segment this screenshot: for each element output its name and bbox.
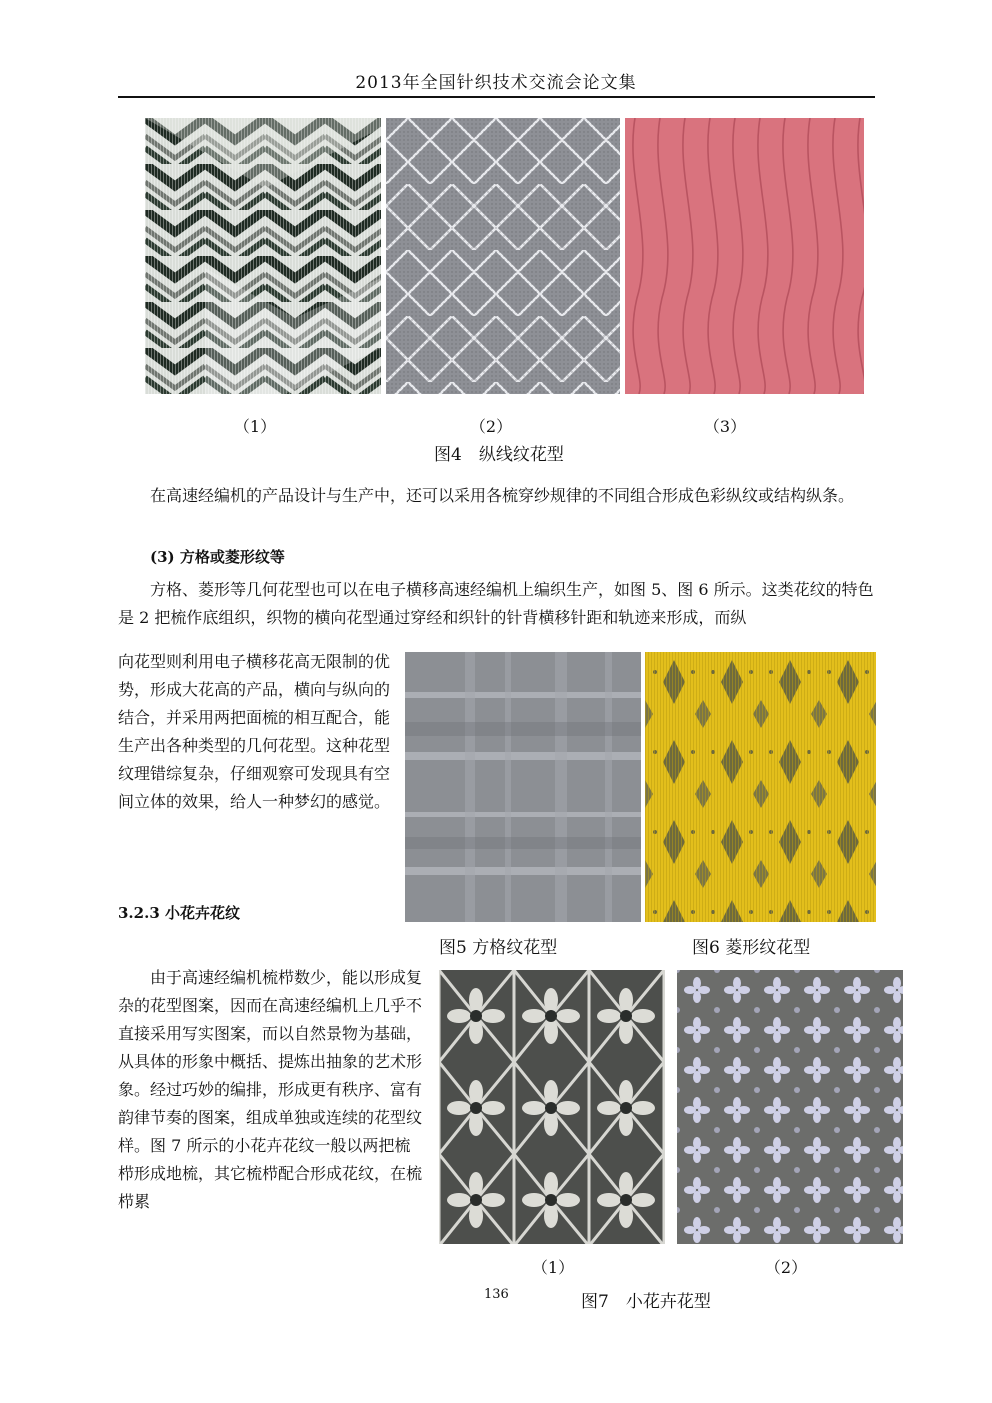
fig5-image [405,652,641,922]
section-heading-3-2-3: 3.2.3 小花卉花纹 [118,904,240,922]
fig4-label-3: （3） [703,417,747,436]
page-number: 136 [484,1287,509,1302]
fig4-label-2: （2） [469,417,513,436]
fig4-image-3 [625,118,864,394]
fig4-image-1 [145,118,381,394]
running-header: 2013年全国针织技术交流会论文集 [355,73,637,93]
fig4-image-2 [386,118,620,394]
fig6-caption: 图6 菱形纹花型 [692,938,811,958]
paragraph-1: 在高速经编机的产品设计与生产中，还可以采用各梳穿纱规律的不同组合形成色彩纵纹或结构纵条。 [150,486,855,505]
fig5-caption: 图5 方格纹花型 [439,938,558,958]
fig7-caption: 图7 小花卉花型 [581,1292,711,1312]
fig7-image-2 [677,970,903,1244]
paragraph-2-top: 方格、菱形等几何花型也可以在电子横移高速经编机上编织生产，如图 5、图 6 所示。这类花纹的特色是 2 把梳作底组织，织物的横向花型通过穿经和织针的针背横移针距和轨迹来形成，而纵 [118,580,874,627]
fig7-label-2: （2） [764,1258,808,1277]
fig6-image [645,652,876,922]
header-rule [118,96,875,98]
fig4-caption: 图4 纵线纹花型 [434,445,564,465]
paragraph-3: 由于高速经编机梳栉数少，能以形成复杂的花型图案，因而在高速经编机上几乎不直接采用写实图案，而以自然景物为基础，从具体的形象中概括、提炼出抽象的艺术形象。经过巧妙的编排，形成更有秩序、富有韵律节奏的图案，组成单独或连续的花型纹样。图 7 所示的小花卉花纹一般以两把梳栉形成地梳，其它梳栉配合形成花纹，在梳栉累 [118,968,423,1211]
section-heading-3: (3) 方格或菱形纹等 [150,548,285,566]
fig7-label-1: （1） [531,1258,575,1277]
paragraph-2-wrap: 向花型则利用电子横移花高无限制的优势，形成大花高的产品，横向与纵向的结合，并采用两把面梳的相互配合，能生产出各种类型的几何花型。这种花型纹理错综复杂，仔细观察可发现具有空间立体的效果，给人一种梦幻的感觉。 [118,652,391,811]
fig4-label-1: （1） [233,417,277,436]
fig7-image-1 [439,970,665,1244]
